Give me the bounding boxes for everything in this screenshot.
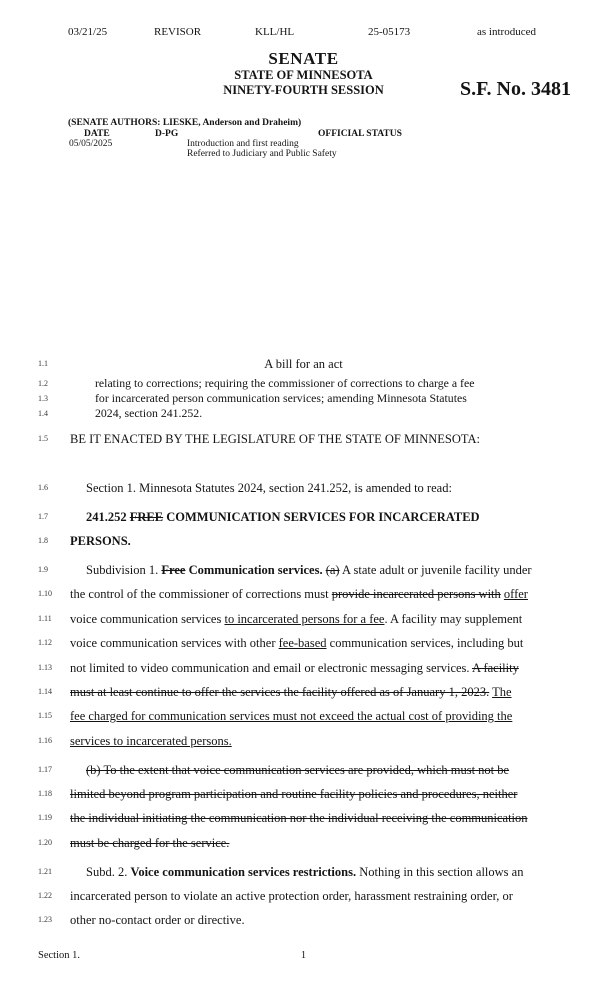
bill-line	[0, 729, 607, 753]
bill-line-text: not limited to video communication and email or electronic messaging services. A facility	[70, 660, 519, 675]
bill-line-text: for incarcerated person communication services; amending Minnesota Statutes	[95, 391, 467, 406]
bill-line-text: Section 1. Minnesota Statutes 2024, section 241.252, is amended to read:	[86, 480, 452, 495]
bill-number: S.F. No. 3481	[460, 78, 571, 100]
line-number: 1.11	[38, 613, 52, 623]
bill-line-text: other no-contact order or directive.	[70, 913, 245, 928]
revisor-date: 03/21/25	[68, 26, 108, 38]
line-number: 1.13	[38, 662, 52, 672]
line-number: 1.18	[38, 788, 52, 798]
status-date: 05/05/2025	[69, 139, 113, 149]
bill-line	[0, 908, 607, 932]
page-number: 1	[300, 950, 307, 961]
version-status: as introduced	[477, 26, 536, 38]
bill-line	[0, 607, 607, 631]
drafter-initials: KLL/HL	[255, 26, 295, 38]
line-number: 1.6	[38, 482, 48, 492]
chamber-title: SENATE	[268, 49, 339, 68]
bill-line-text: BE IT ENACTED BY THE LEGISLATURE OF THE STATE OF MINNESOTA:	[70, 432, 481, 447]
status-action: Referred to Judiciary and Public Safety	[187, 149, 337, 159]
bill-line	[0, 352, 607, 376]
line-number: 1.20	[38, 837, 52, 847]
bill-line-text: 241.252 FREE COMMUNICATION SERVICES FOR INCARCERATED	[86, 509, 480, 524]
bill-line-text: A bill for an act	[264, 357, 343, 371]
bill-line	[0, 427, 607, 451]
bill-line-text: must at least continue to offer the services the facility offered as of January 1, 2023. The	[70, 684, 512, 699]
bill-line-text: services to incarcerated persons.	[70, 733, 232, 748]
line-number: 1.9	[38, 564, 48, 574]
revisor-office: REVISOR	[154, 26, 202, 38]
bill-line-text: (b) To the extent that voice communication services are provided, which must not be	[86, 762, 510, 777]
footer-section-label: Section 1.	[38, 950, 80, 961]
bill-line	[0, 582, 607, 606]
line-number: 1.8	[38, 536, 48, 546]
bill-line-text: voice communication services with other fee-based communication services, including but	[70, 636, 524, 651]
bill-line	[0, 656, 607, 680]
bill-line-text: must be charged for the service.	[70, 835, 230, 850]
bill-line	[0, 505, 607, 529]
status-action: Introduction and first reading	[187, 139, 299, 149]
bill-line	[0, 782, 607, 806]
bill-line	[0, 680, 607, 704]
bill-line-text: incarcerated person to violate an active protection order, harassment restraining order, or	[70, 889, 513, 904]
bill-line-text: PERSONS.	[70, 534, 131, 549]
line-number: 1.16	[38, 735, 52, 745]
bill-line	[0, 529, 607, 553]
line-number: 1.22	[38, 891, 52, 901]
line-number: 1.12	[38, 638, 52, 648]
bill-line	[0, 704, 607, 728]
bill-line-text: Subd. 2. Voice communication services restrictions. Nothing in this section allows an	[86, 864, 524, 879]
line-number: 1.17	[38, 764, 52, 774]
bill-line	[0, 884, 607, 908]
bill-lines	[0, 352, 607, 933]
line-number: 1.21	[38, 866, 52, 876]
bill-line-text: the individual initiating the communication nor the individual receiving the communication	[70, 811, 528, 826]
state-title: STATE OF MINNESOTA	[234, 68, 373, 82]
bill-line-text: Subdivision 1. Free Communication services. (a) A state adult or juvenile facility under	[86, 562, 532, 577]
authors-line: (SENATE AUTHORS: LIESKE, Anderson and Draheim)	[68, 118, 302, 128]
bill-line-text: the control of the commissioner of corrections must provide incarcerated persons with offer	[70, 587, 528, 602]
bill-line	[0, 376, 607, 391]
line-number: 1.4	[38, 409, 48, 419]
column-header-date: DATE	[84, 129, 110, 139]
line-number: 1.15	[38, 711, 52, 721]
line-number: 1.14	[38, 686, 52, 696]
session-title: NINETY-FOURTH SESSION	[223, 83, 384, 97]
column-header-official-status: OFFICIAL STATUS	[318, 129, 402, 139]
line-number: 1.23	[38, 915, 52, 925]
line-number: 1.19	[38, 813, 52, 823]
bill-line	[0, 476, 607, 500]
line-number: 1.1	[38, 359, 48, 368]
bill-line	[0, 860, 607, 884]
line-number: 1.7	[38, 511, 48, 521]
column-header-dpg: D-PG	[155, 129, 179, 139]
line-number: 1.5	[38, 434, 48, 444]
bill-line	[0, 391, 607, 406]
bill-line	[0, 806, 607, 830]
bill-line	[0, 831, 607, 855]
line-number: 1.2	[38, 379, 48, 389]
bill-line	[0, 406, 607, 421]
bill-line-text: limited beyond program participation and routine facility policies and procedures, neither	[70, 786, 518, 801]
bill-line	[0, 558, 607, 582]
line-number: 1.10	[38, 589, 52, 599]
bill-line-text: fee charged for communication services must not exceed the actual cost of providing the	[70, 709, 513, 724]
bill-line	[0, 631, 607, 655]
bill-line	[0, 758, 607, 782]
line-number: 1.3	[38, 394, 48, 404]
bill-line-text: voice communication services to incarcerated persons for a fee. A facility may supplement	[70, 611, 523, 626]
bill-line-text: 2024, section 241.252.	[95, 406, 203, 421]
draft-number: 25-05173	[368, 26, 411, 38]
bill-line-text: relating to corrections; requiring the commissioner of corrections to charge a fee	[95, 376, 475, 391]
